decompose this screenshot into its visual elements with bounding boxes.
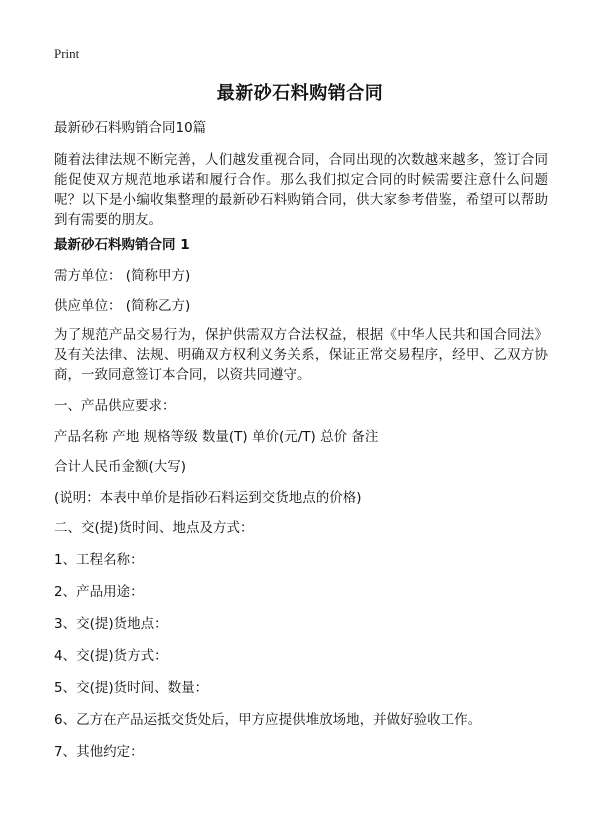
clause-2-heading: 二、交(提)货时间、地点及方式： bbox=[54, 520, 254, 536]
list-item: 4、交(提)货方式： bbox=[54, 648, 168, 664]
list-item: 7、其他约定： bbox=[54, 744, 144, 760]
seller-line: 供应单位： (简称乙方) bbox=[54, 298, 191, 314]
section-heading: 最新砂石料购销合同 1 bbox=[54, 237, 190, 253]
clause-1-heading: 一、产品供应要求： bbox=[54, 398, 176, 414]
buyer-line: 需方单位： (简称甲方) bbox=[54, 268, 191, 284]
document-subtitle: 最新砂石料购销合同10篇 bbox=[54, 120, 207, 136]
list-item: 3、交(提)货地点： bbox=[54, 616, 168, 632]
document-title: 最新砂石料购销合同 bbox=[216, 83, 384, 104]
note-line: (说明：本表中单价是指砂石料运到交货地点的价格) bbox=[54, 490, 362, 506]
total-amount-line: 合计人民币金额(大写) bbox=[54, 459, 187, 475]
list-item: 5、交(提)货时间、数量： bbox=[54, 680, 209, 696]
print-link[interactable]: Print bbox=[54, 46, 80, 61]
intro-paragraph: 随着法律法规不断完善，人们越发重视合同，合同出现的次数越来越多，签订合同能促使双方规范地承诺和履行合作。那么我们拟定合同的时候需要注意什么问题呢？以下是小编收集整理的最新砂石料购销合同，供大家参考借鉴，希望可以帮助到有需要的朋友。 bbox=[54, 152, 548, 228]
table-header-line: 产品名称 产地 规格等级 数量(T) 单价(元/T) 总价 备注 bbox=[54, 429, 379, 445]
list-item: 1、工程名称： bbox=[54, 552, 144, 568]
list-item: 2、产品用途： bbox=[54, 584, 144, 600]
list-item: 6、乙方在产品运抵交货处后，甲方应提供堆放场地，并做好验收工作。 bbox=[54, 712, 482, 728]
purpose-paragraph: 为了规范产品交易行为，保护供需双方合法权益，根据《中华人民共和国合同法》及有关法律、法规、明确双方权利义务关系，保证正常交易程序，经甲、乙双方协商，一致同意签订本合同，以资共同遵守。 bbox=[54, 327, 548, 383]
